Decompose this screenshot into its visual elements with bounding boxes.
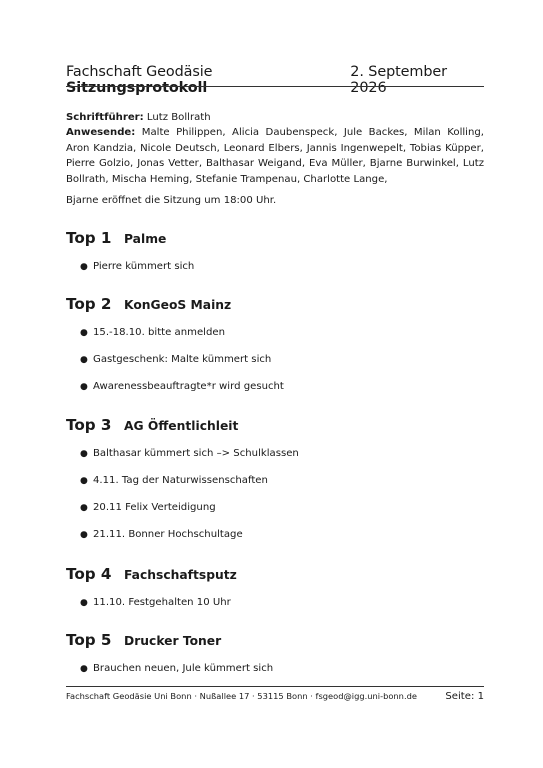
section-heading-top-4	[66, 565, 237, 583]
section-title: Fachschaftsputz	[124, 568, 237, 582]
page-header	[66, 64, 484, 96]
bullet-icon: ●	[80, 476, 88, 486]
header-org: Fachschaft Geodäsie	[66, 64, 213, 80]
list-item-text: Gastgeschenk: Malte kümmert sich	[93, 354, 272, 365]
list-item	[80, 260, 194, 274]
list-item	[80, 528, 243, 542]
header-date: 2. September 2026	[350, 64, 447, 96]
list-item-text: Brauchen neuen, Jule kümmert sich	[93, 663, 274, 674]
list-item-text: 4.11. Tag der Naturwissenschaften	[93, 475, 268, 486]
writer-label: Schriftführer:	[66, 112, 144, 123]
list-item-text: Awarenessbeauftragte*r wird gesucht	[93, 381, 284, 392]
bullet-icon: ●	[80, 664, 88, 674]
section-number: Top 4	[66, 565, 112, 583]
writer-name: Lutz Bollrath	[146, 112, 211, 123]
list-item	[80, 501, 216, 515]
bullet-icon: ●	[80, 328, 88, 338]
list-item-text: 20.11 Felix Verteidigung	[93, 502, 216, 513]
list-item	[80, 662, 273, 676]
footer-address: Fachschaft Geodäsie Uni Bonn · Nußallee 17 · 53115 Bonn · fsgeod@igg.uni-bonn.de	[66, 691, 417, 701]
meeting-meta	[66, 110, 484, 187]
attendees-list: Malte Philippen, Alicia Daubenspeck, Jule Backes, Milan Kolling, Aron Kandzia, Nicole Deutsch, Leonard Elbers, Jannis Ingenwepelt, Tobias Küpper, Pierre Golzio, Jonas Vetter, Balthasar Weigand, Eva Müller, Bjarne Burwinkel, Lutz Bollrath, Mischa Heming, Stefanie Trampenau, Charlotte Lange,	[66, 127, 484, 185]
opening-statement: Bjarne eröffnet die Sitzung um 18:00 Uhr.	[66, 195, 277, 206]
header-divider	[66, 86, 484, 87]
list-item	[80, 353, 271, 367]
section-title: Palme	[124, 232, 167, 246]
section-title: Drucker Toner	[124, 634, 222, 648]
list-item-text: Pierre kümmert sich	[93, 261, 195, 272]
header-title	[66, 64, 350, 96]
list-item-text: 11.10. Festgehalten 10 Uhr	[93, 597, 231, 608]
document-title: Sitzungsprotokoll	[66, 80, 208, 96]
section-heading-top-2	[66, 295, 231, 313]
list-item-text: 21.11. Bonner Hochschultage	[93, 529, 243, 540]
list-item	[80, 380, 284, 394]
attendees-line	[66, 125, 484, 187]
list-item-text: Balthasar kümmert sich –> Schulklassen	[93, 448, 299, 459]
bullet-icon: ●	[80, 530, 88, 540]
section-heading-top-3	[66, 416, 238, 434]
bullet-icon: ●	[80, 598, 88, 608]
section-title: KonGeoS Mainz	[124, 298, 232, 312]
section-heading-top-1	[66, 229, 166, 247]
page-number: Seite: 1	[445, 691, 484, 702]
list-item	[80, 326, 225, 340]
section-number: Top 5	[66, 631, 112, 649]
writer-line	[66, 110, 484, 125]
bullet-icon: ●	[80, 355, 88, 365]
list-item	[80, 447, 299, 461]
bullet-icon: ●	[80, 503, 88, 513]
page-footer	[66, 691, 484, 702]
section-number: Top 1	[66, 229, 112, 247]
section-number: Top 3	[66, 416, 112, 434]
bullet-icon: ●	[80, 262, 88, 272]
footer-divider	[66, 686, 484, 687]
list-item	[80, 596, 231, 610]
list-item-text: 15.-18.10. bitte anmelden	[93, 327, 225, 338]
section-number: Top 2	[66, 295, 112, 313]
list-item	[80, 474, 268, 488]
bullet-icon: ●	[80, 449, 88, 459]
section-title: AG Öffentlichleit	[124, 419, 239, 433]
bullet-icon: ●	[80, 382, 88, 392]
section-heading-top-5	[66, 631, 221, 649]
attendees-label: Anwesende:	[66, 127, 136, 139]
